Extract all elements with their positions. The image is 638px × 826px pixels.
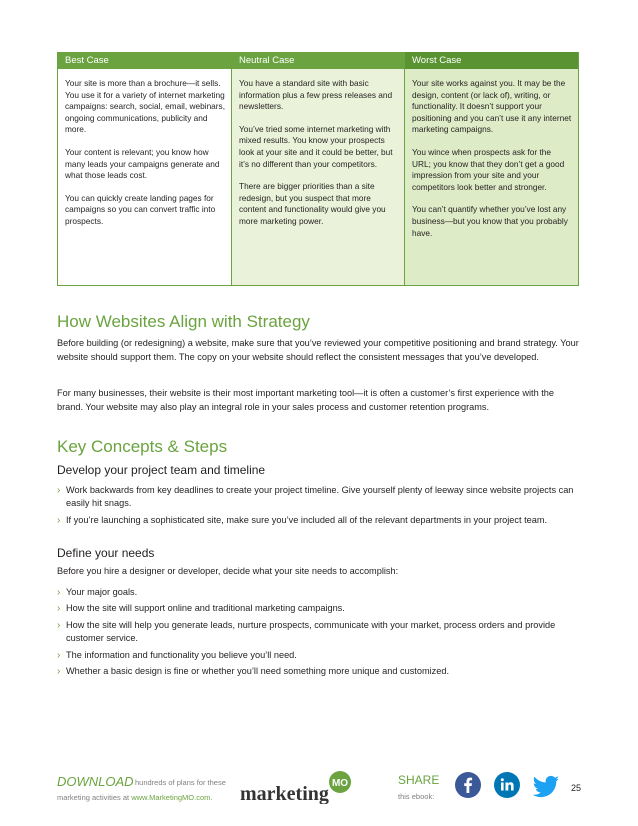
strategy-heading: How Websites Align with Strategy: [57, 312, 310, 331]
svg-text:MO: MO: [331, 778, 349, 789]
share-label: SHARE: [398, 773, 440, 787]
chevron-right-icon: ›: [57, 619, 61, 631]
strategy-paragraph: For many businesses, their website is their most important marketing tool—it is often a customer’s first experience with the brand. Your website may also play an integral role in your sales process and customer retention programs.: [57, 388, 555, 413]
worst-case-text: You can’t quantify whether you’ve lost any business—but you know that you probably have.: [412, 204, 568, 238]
page-number: 25: [571, 783, 582, 793]
best-case-header: Best Case: [58, 52, 231, 69]
list-item: › The information and functionality you believe you’ll need.: [57, 649, 297, 661]
best-case-text: Your site is more than a brochure—it sells. You use it for a variety of internet marketing campaigns: search, social, email, webinars, ongoing communications, publicity and more.: [65, 78, 226, 135]
facebook-icon[interactable]: [455, 772, 481, 798]
linkedin-icon[interactable]: [494, 772, 520, 798]
download-text: hundreds of plans for these: [135, 778, 226, 787]
list-item: › Your major goals.: [57, 587, 138, 598]
footer: [57, 770, 587, 810]
list-item: › If you’re launching a sophisticated site, make sure you’ve included all of the relevant departments in your project team.: [57, 514, 548, 526]
marketingmo-link[interactable]: www.MarketingMO.com: [131, 793, 211, 802]
worst-case-column: [404, 52, 579, 286]
best-case-text: You can quickly create landing pages for campaigns so you can convert traffic into prospects.: [65, 192, 216, 226]
comparison-table: [57, 52, 579, 285]
chevron-right-icon: ›: [57, 649, 61, 661]
download-label: DOWNLOAD: [57, 774, 134, 789]
worst-case-header: Worst Case: [405, 52, 578, 69]
chevron-right-icon: ›: [57, 514, 61, 526]
strategy-paragraph: Before building (or redesigning) a website, make sure that you’ve reviewed your competitive positioning and brand strategy. Your website should support them. The copy on your website should reflect the consistent messages that you’ve developed.: [57, 338, 579, 363]
neutral-case-text: There are bigger priorities than a site redesign, but you suspect that more content and functionality would give you more marketing power.: [239, 181, 386, 226]
list-item: › How the site will help you generate leads, nurture prospects, communicate with your market, process orders and provide customer service.: [57, 619, 556, 644]
chevron-right-icon: ›: [57, 603, 61, 615]
list-item: › How the site will support online and traditional marketing campaigns.: [57, 603, 345, 615]
worst-case-text: You wince when prospects ask for the URL; you know that they don’t get a good impression from your site and your competitors look better and stronger.: [412, 146, 565, 192]
best-case-column: [57, 52, 231, 286]
best-case-text: Your content is relevant; you know how many leads your campaigns generate and what those leads cost.: [65, 146, 220, 181]
list-item: › Work backwards from key deadlines to create your project timeline. Give yourself plenty of leeway since website projects can easily hit snags.: [57, 485, 574, 509]
neutral-case-text: You have a standard site with basic information plus a few press releases and newsletters.: [239, 78, 393, 112]
define-needs-list: [57, 586, 582, 681]
subheading-project-team: Develop your project team and timeline: [57, 463, 266, 477]
neutral-case-text: You’ve tried some internet marketing with mixed results. You know your prospects look at your site and it could be better, but it’s no different than your competitors.: [239, 123, 393, 169]
worst-case-text: Your site works against you. It may be the design, content (or lack of), writing, or functionality. It doesn’t support your positioning and you can’t use it any internet marketing campaigns.: [412, 78, 572, 135]
chevron-right-icon: ›: [57, 587, 61, 598]
neutral-case-column: [231, 52, 404, 286]
twitter-icon[interactable]: [531, 774, 561, 800]
define-needs-intro: Before you hire a designer or developer, decide what your site needs to accomplish:: [57, 566, 399, 576]
subheading-define-needs: Define your needs: [57, 546, 155, 560]
marketingmo-logo: [240, 770, 355, 804]
chevron-right-icon: ›: [57, 666, 61, 678]
chevron-right-icon: ›: [57, 485, 61, 496]
list-item: › Whether a basic design is fine or whether you’ll need something more unique and customized.: [57, 666, 450, 678]
concepts-heading: Key Concepts & Steps: [57, 437, 228, 456]
share-sub-label: this ebook:: [398, 792, 435, 801]
download-line: marketing activities at www.MarketingMO.com.: [57, 793, 213, 802]
project-team-list: [57, 484, 582, 530]
svg-text:marketing: marketing: [240, 783, 329, 804]
neutral-case-header: Neutral Case: [232, 52, 404, 69]
